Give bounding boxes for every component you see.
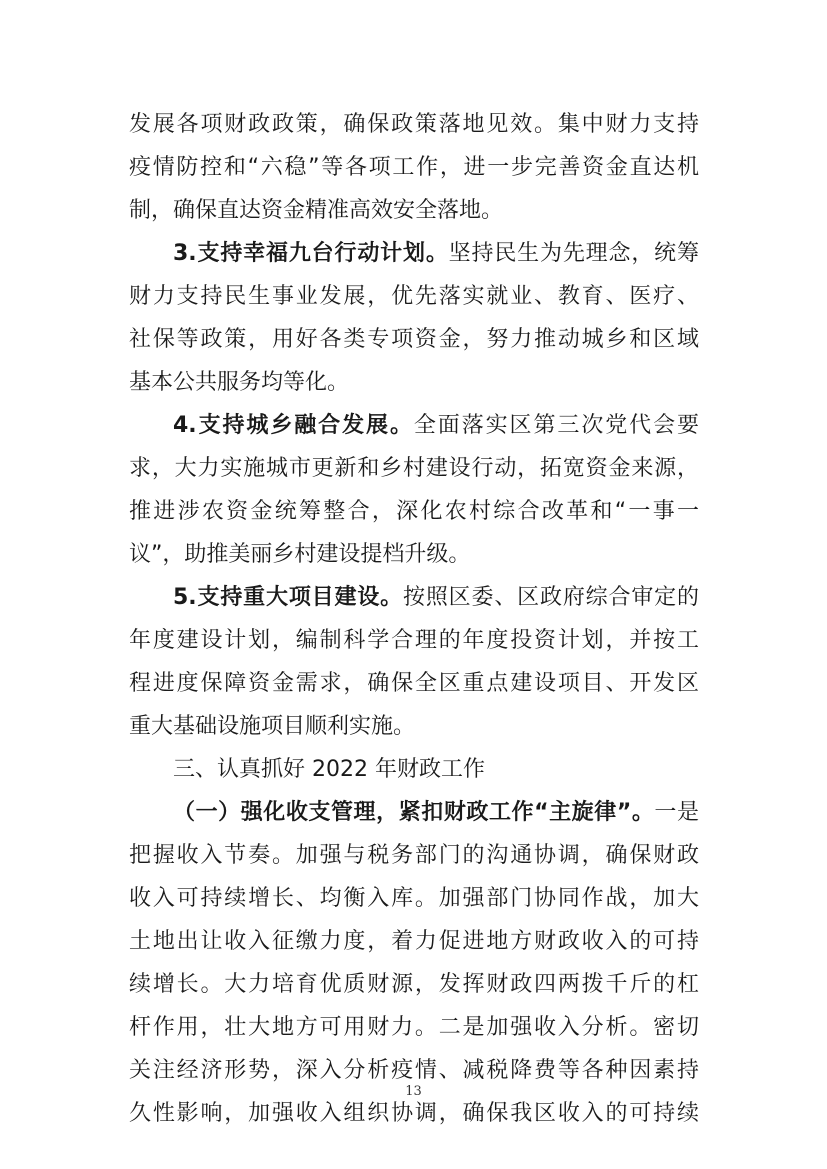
body-text-line: 把握收入节奏。加强与税务部门的沟通协调，确保财政 xyxy=(129,843,699,868)
paragraph-5-text: 按照区委、区政府综合审定的 xyxy=(403,585,699,610)
paragraph-5-first-line xyxy=(173,580,699,616)
body-text-line: 续增长。大力培育优质财源，发挥财政四两拨千斤的杠 xyxy=(129,972,699,997)
body-text-line: 年度建设计划，编制科学合理的年度投资计划，并按工 xyxy=(129,628,699,653)
body-text-line: 程进度保障资金需求，确保全区重点建设项目、开发区 xyxy=(129,671,699,696)
subsection-1-text: 一是 xyxy=(654,800,699,825)
body-text-line: 久性影响，加强收入组织协调，确保我区收入的可持续 xyxy=(129,1101,699,1126)
body-text-line: 议”，助推美丽乡村建设提档升级。 xyxy=(129,542,471,567)
subsection-1-heading: （一）强化收支管理，紧扣财政工作“主旋律”。 xyxy=(173,800,655,825)
body-text-line: 社保等政策，用好各类专项资金，努力推动城乡和区域 xyxy=(129,327,699,352)
paragraph-5-heading: 5.支持重大项目建设。 xyxy=(173,585,403,610)
subsection-1-first-line xyxy=(173,795,699,831)
body-text-line: 重大基础设施项目顺利实施。 xyxy=(129,714,416,739)
body-text-line: 基本公共服务均等化。 xyxy=(129,370,350,395)
body-text-line: 土地出让收入征缴力度，着力促进地方财政收入的可持 xyxy=(129,929,699,954)
body-text-line: 推进涉农资金统筹整合，深化农村综合改革和“一事一 xyxy=(129,499,699,524)
paragraph-4-first-line xyxy=(173,408,699,444)
paragraph-4-heading: 4.支持城乡融合发展。 xyxy=(173,413,414,438)
paragraph-4-text: 全面落实区第三次党代会要 xyxy=(413,413,699,438)
paragraph-3-first-line xyxy=(173,236,699,272)
body-text-line: 发展各项财政政策，确保政策落地见效。集中财力支持 xyxy=(129,112,699,137)
body-text-line: 疫情防控和“六稳”等各项工作，进一步完善资金直达机 xyxy=(129,155,699,180)
body-text-line: 财力支持民生事业发展，优先落实就业、教育、医疗、 xyxy=(129,284,699,309)
body-text-line: 杆作用，壮大地方可用财力。二是加强收入分析。密切 xyxy=(129,1015,699,1040)
section-heading: 三、认真抓好 2022 年财政工作 xyxy=(173,757,485,782)
paragraph-3-heading: 3.支持幸福九台行动计划。 xyxy=(173,241,449,266)
body-text-line: 制，确保直达资金精准高效安全落地。 xyxy=(129,198,504,223)
paragraph-3-text: 坚持民生为先理念，统筹 xyxy=(448,241,699,266)
body-text-line: 收入可持续增长、均衡入库。加强部门协同作战，加大 xyxy=(129,886,699,911)
body-text-line: 求，大力实施城市更新和乡村建设行动，拓宽资金来源， xyxy=(129,456,699,481)
body-text-line: 关注经济形势，深入分析疫情、减税降费等各种因素持 xyxy=(129,1058,699,1083)
page-number: 13 xyxy=(405,1084,422,1099)
